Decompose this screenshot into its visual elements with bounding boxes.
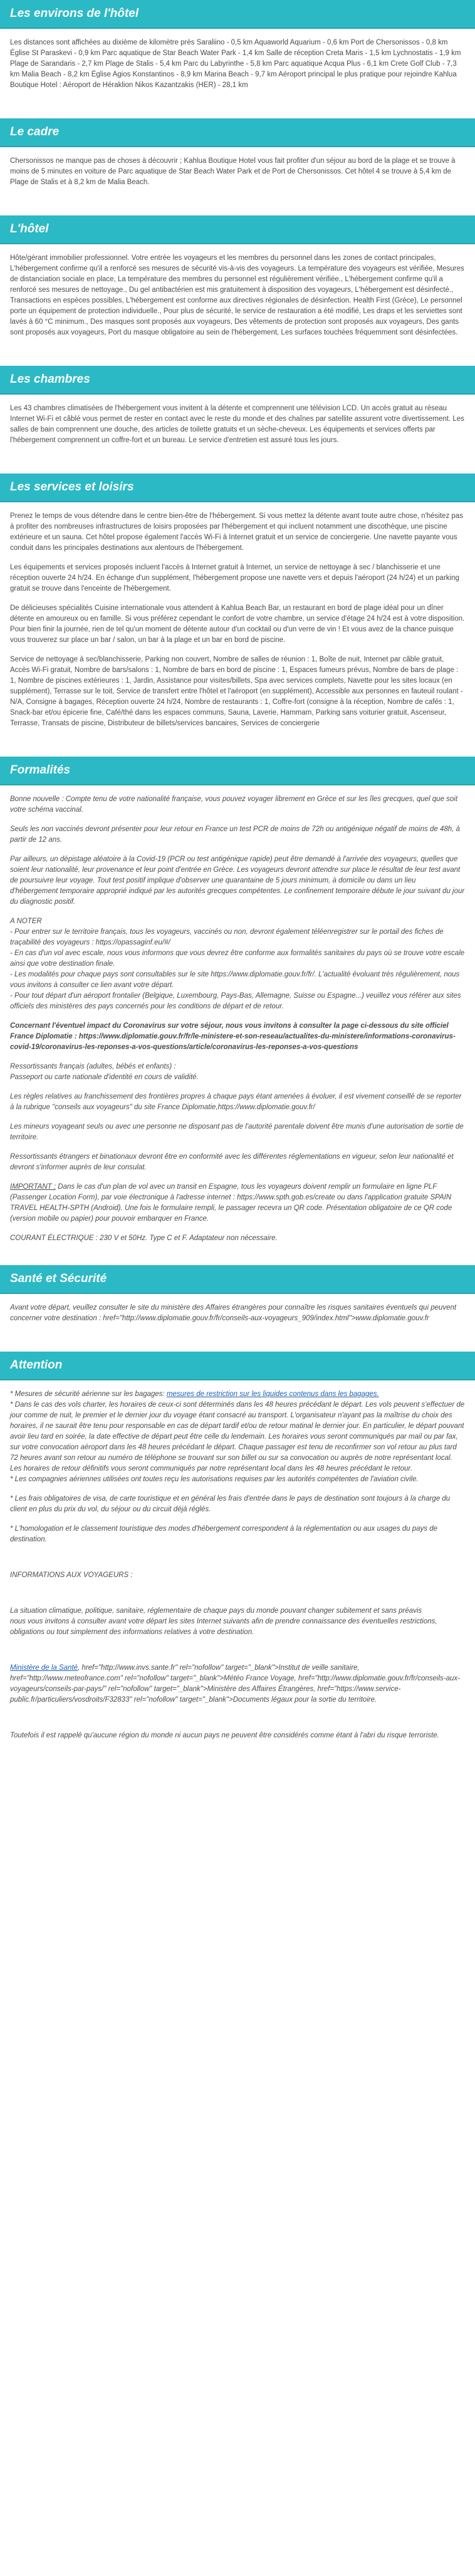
formalites-paragraph: Les mineurs voyageant seuls ou avec une personne ne disposant pas de l'autorité parentale doivent être munis d'une autorisation de sortie de territoire. <box>10 1123 464 1141</box>
environs-text: Les distances sont affichées au dixième de kilomètre près Saraliino - 0,5 km Aquaworld Aquarium - 0,6 km Port de Chersonissos - 0,8 km Église St Paraskevi - 0,9 km Parc aquatique de Star Beach Water Park - 1,4 km Salle de réception Creta Maris - 1,5 km Lychnostatis - 1,9 km Plage de Sarandaris - 2,7 km Plage de Stalis - 5,4 km Parc du Labyrinthe - 5,8 km Parc aquatique Acqua Plus - 6,1 km Crete Golf Club - 7,3 km Malia Beach - 8,2 km Église Agios Konstantinos - 8,9 km Marina Beach - 9,7 km Aéroport principal le plus pratique pour rejoindre Kahlua Boutique Hotel : Aéroport de Héraklion Nikos Kazantzakis (HER) - 28,1 km <box>10 39 461 89</box>
links-text: , href="http://www.invs.sante.fr" rel="nofollow" target="_blank">Institut de veille sanitaire, href="http://www.meteofrance.com" rel="nofollow" target="_blank">Météo France Voyage, href="http://www.diplomatie.gouv.fr/fr/conseils-aux-voyageurs/conseils-par-pays/" rel="nofollow" target="_blank">Ministère des Affaires Étrangères, href="https://www.service-public.fr/particuliers/vosdroits/F32833" rel="nofollow" target="_blank">Documents légaux pour la sortie du territoire. <box>10 1664 460 1704</box>
section-body-environs <box>0 29 475 100</box>
formalites-paragraph: Par ailleurs, un dépistage aléatoire à la Covid-19 (PCR ou test antigénique rapide) peut être demandé à l'arrivée des voyageurs, quelles que soient leur nationalité, leur provenance et leur point d'entrée en Grèce. Les voyageurs devront attendre sur place le résultat de leur test avant de poursuivre leur voyage. Tout test positif implique d'observer une quarantaine de 5 jours minimum, à domicile ou dans un lieu d'hébergement temporaire approprié indiqué par les autorités grecques compétentes. Le confinement temporaire débute le jour suivant du jour du diagnostic positif. <box>10 856 465 906</box>
formalites-paragraph: A NOTER - Pour entrer sur le territoire français, tous les voyageurs, vaccinés ou non, devront également téléenregistrer sur le portail des fiches de traçabilité des voyageurs : https://opassaginf.eu/#/ - En cas d'un vol avec escale, nous vous informons que vous devrez être conforme aux formalités sanitaires du pays où se trouve votre escale ainsi que votre destination finale. - Les modalités pour chaque pays sont consultables sur le site https://www.diplomatie.gouv.fr/fr/. L'actualité évoluant très régulièrement, nous vous invitons à consulter ce lien avant votre départ. - Pour tout départ d'un aéroport frontalier (Belgique, Luxembourg, Pays-Bas, Allemagne, Suisse ou Espagne...) veuillez vous référer aux sites officiels des ministères des pays concernés pour les conditions de départ et de retour. <box>10 918 465 1010</box>
formalites-paragraph: Concernant l'éventuel impact du Coronavirus sur votre séjour, nous vous invitons à consulter la page ci-dessous du site officiel France Diplomatie : https://www.diplomatie.gouv.fr/fr/le-ministere-et-son-reseau/actualites-du-ministere/informations-coronavirus-covid-19/coronavirus-les-reponses-a-vos-questions/article/coronavirus-les-reponses-a-vos-questions <box>10 1022 456 1051</box>
attention-paragraph: * L'homologation et le classement touristique des modes d'hébergement correspondent à la réglementation ou aux usages du pays de destination. <box>10 1525 438 1543</box>
section-chambres <box>0 366 475 455</box>
section-sante <box>0 1265 475 1333</box>
formalites-paragraph <box>10 1182 465 1224</box>
section-body-formalites <box>0 785 475 1253</box>
services-paragraph: Les équipements et services proposés incluent l'accès à Internet gratuit à Internet, un service de nettoyage à sec / blanchisserie et une réception ouverte 24 h/24. En échange d'un supplément, l'hébergement propose une navette vers et depuis l'aéroport (24 h/24) et un parking gratuit se trouve dans l'enceinte de l'hébergement. <box>10 564 459 592</box>
section-title-formalites: Formalités <box>0 757 475 785</box>
section-hotel <box>0 215 475 347</box>
section-body-chambres <box>0 395 475 455</box>
section-formalites <box>0 757 475 1253</box>
services-paragraph: Prenez le temps de vous détendre dans le centre bien-être de l'hébergement. Si vous mettez la détente avant toute autre chose, n'hésitez pas à profiter des nombreuses infrastructures de loisirs proposées par l'hébergement et qui incluent notamment une discothèque, une piscine extérieure et un sauna. Cet hôtel propose également l'accès Wi-Fi à Internet gratuit et un service de conciergerie. Une navette payante vous conduit dans les principales destinations aux alentours de l'hébergement. <box>10 512 463 552</box>
attention-paragraph: Toutefois il est rappelé qu'aucune région du monde ni aucun pays ne peuvent être considérés comme étant à l'abri du risque terroriste. <box>10 1732 439 1739</box>
section-title-environs: Les environs de l'hôtel <box>0 0 475 29</box>
section-body-cadre <box>0 147 475 197</box>
attention-paragraph <box>10 1663 465 1705</box>
formalites-paragraph: COURANT ÉLECTRIQUE : 230 V et 50Hz. Type C et F. Adaptateur non nécessaire. <box>10 1234 278 1242</box>
cadre-text: Chersonissos ne manque pas de choses à découvrir ; Kahlua Boutique Hotel vous fait profiter d'un séjour au bord de la plage et se trouve à moins de 5 minutes en voiture de Parc aquatique de Star Beach Water Park et de Port de Chersonissos. Cet hôtel 4 se trouve à 5,4 km de Plage de Stalis et à 8,2 km de Malia Beach. <box>10 157 456 186</box>
liquids-restriction-link[interactable]: mesures de restriction sur les liquides contenus dans les bagages. <box>166 1390 379 1398</box>
formalites-paragraph: Ressortissants étrangers et binationaux devront être en conformité avec les différentes réglementations en vigueur, selon leur nationalité et devront s'informer auprès de leur consulat. <box>10 1153 454 1171</box>
important-label: IMPORTANT : <box>10 1183 56 1191</box>
section-environs <box>0 0 475 100</box>
hotel-text: Hôte/gérant immobilier professionnel. Votre entrée les voyageurs et les membres du personnel dans les zones de contact principales, L'hébergement confirme qu'il a renforcé ses mesures de sécurité vis-à-vis des voyageurs. La température des voyageurs est vérifiée, Mesures de distanciation sociale en place, La température des membres du personnel est régulièrement vérifiée., L'hébergement confirme qu'il a renforcé ses mesures de nettoyage., Du gel antibactérien est mis gratuitement à disposition des voyageurs, L'hébergement est désinfecté., Transactions en espèces possibles, L'hébergement est conforme aux directives régionales de désinfection. Health First (Grèce), Le personnel porte un équipement de protection individuelle., Pour plus de sécurité, le service de restauration a été modifié, Les draps et les serviettes sont lavés à 60 °C minimum., Des masques sont proposés aux voyageurs, Des vêtements de protection sont proposés aux voyageurs, Des gants sont proposés aux voyageurs, Port du masque obligatoire au sein de l'hébergement, Les surfaces touchées fréquemment sont désinfectées. <box>10 254 464 336</box>
section-services <box>0 473 475 738</box>
section-title-hotel: L'hôtel <box>0 215 475 244</box>
section-title-cadre: Le cadre <box>0 118 475 147</box>
attention-paragraph: * Les frais obligatoires de visa, de carte touristique et en général les frais d'entrée dans le pays de destination sont toujours à la charge du client en plus du prix du vol, du séjour ou du circuit déjà réglés. <box>10 1495 451 1513</box>
formalites-paragraph: Seuls les non vaccinés devront présenter pour leur retour en France un test PCR de moins de 72h ou antigénique négatif de moins de 48h, à partir de 12 ans. <box>10 825 460 844</box>
important-text: Dans le cas d'un plan de vol avec un transit en Espagne, tous les voyageurs doivent remplir un formulaire en ligne PLF (Passenger Location Form), par voie électronique à l'adresse internet : https://www.spth.gob.es/create ou dans l'application gratuite SPAIN TRAVEL HEALTH-SPTH (Android). Une fois le formulaire rempli, le passager recevra un QR code. Présentation obligatoire de ce QR code (version mobile ou papier) pour pouvoir embarquer en France. <box>10 1183 452 1223</box>
section-title-sante: Santé et Sécurité <box>0 1265 475 1294</box>
section-body-hotel <box>0 244 475 347</box>
ministere-sante-link[interactable]: Ministère de la Santé <box>10 1664 78 1672</box>
attention-prefix: * Mesures de sécurité aérienne sur les bagages: <box>10 1390 167 1398</box>
sante-text: Avant votre départ, veuillez consulter le site du ministère des Affaires étrangères pour connaître les risques sanitaires éventuels qui peuvent concerner votre destination : href="http://www.diplomatie.gouv.fr/fr/conseils-aux-voyageurs_909/index.html">www.diplomatie.gouv.fr <box>10 1304 457 1322</box>
chambres-text: Les 43 chambres climatisées de l'hébergement vous invitent à la détente et comprennent une télévision LCD. Un accès gratuit au réseau Internet Wi-Fi et câblé vous permet de rester en contact avec le reste du monde et des chaînes par satellite assurent votre divertissement. Les salles de bain comprennent une douche, des articles de toilette gratuits et un sèche-cheveux. Les équipements et services offerts par l'hébergement comprennent un coffre-fort et un bureau. Le service d'entretien est assuré tous les jours. <box>10 405 464 444</box>
attention-rest: * Dans le cas des vols charter, les horaires de ceux-ci sont déterminés dans les 48 heures précédant le départ. Les vols peuvent s'effectuer de jour comme de nuit, le premier et le dernier jour du voyage étant consacré au transport. L'organisateur n'ayant pas la maîtrise du choix des horaires, il ne saurait être tenu pour responsable en cas de départ tardif et/ou de retour matinal le dernier jour. En particulier, le départ pouvant avoir lieu tard en soirée, la date effective de départ peut être celle du lendemain. Les horaires vous seront communiqués par mail ou par fax, sur votre convocation aéroport dans les 48 heures précédant le départ. Chaque passager est tenu de reconfirmer son vol retour au plus tard 72 heures avant son retour au numéro de téléphone se trouvant sur son billet ou sur sa convocation ou auprès de notre représentant local. Les horaires de retour définitifs vous seront communiqués par notre représentant local dans les 48 heures précédant le retour. * Les compagnies aériennes utilisées ont toutes reçu les autorisations requises par les autorités compétentes de l'aviation civile. <box>10 1401 465 1483</box>
section-title-services: Les services et loisirs <box>0 473 475 502</box>
formalites-paragraph: Ressortissants français (adultes, bébés et enfants) : Passeport ou carte nationale d'identité en cours de validité. <box>10 1063 199 1081</box>
services-paragraph: Service de nettoyage à sec/blanchisserie, Parking non couvert, Nombre de salles de réunion : 1, Boîte de nuit, Internet par câble gratuit, Accès Wi-Fi gratuit, Nombre de bars/salons : 1, Nombre de bars en bord de piscine : 1, Espaces fumeurs prévus, Nombre de bars de plage : 1, Nombre de piscines extérieures : 1, Jardin, Assistance pour visites/billets, Spa avec services complets, Navette pour les sites locaux (en supplément), Terrasse sur le toit, Service de transfert entre l'hôtel et l'aéroport (en supplément), Accessible aux personnes en fauteuil roulant - N/A, Consigne à bagages, Réception ouverte 24 h/24, Nombre de restaurants : 1, Coffre-fort (consigne à la réception, Nombre de cafés : 1, Snack-bar et/ou épicerie fine, Café/thé dans les espaces communs, Sauna, Laverie, Hammam, Parking sans voiturier gratuit, Ascenseur, Terrasse, Transats de piscine, Distributeur de billets/services bancaires, Services de conciergerie <box>10 656 463 727</box>
attention-paragraph: INFORMATIONS AUX VOYAGEURS : <box>10 1571 133 1579</box>
section-body-sante <box>0 1294 475 1333</box>
section-title-chambres: Les chambres <box>0 366 475 395</box>
section-title-attention: Attention <box>0 1352 475 1380</box>
formalites-paragraph: Les règles relatives au franchissement des frontières propres à chaque pays étant amenées à évoluer, il est vivement conseillé de se reporter à la rubrique "conseils aux voyageurs" du site France Diplomatie,https://www.diplomatie.gouv.fr/ <box>10 1093 462 1111</box>
section-cadre <box>0 118 475 197</box>
formalites-paragraph: Bonne nouvelle : Compte tenu de votre nationalité française, vous pouvez voyager librement en Grèce et sur les îles grecques, quel que soit votre schéma vaccinal. <box>10 795 458 814</box>
attention-paragraph <box>10 1389 465 1485</box>
attention-paragraph: La situation climatique, politique, sanitaire, réglementaire de chaque pays du monde pouvant changer subitement et sans préavis nous vous invitons à consulter avant votre départ les sites Internet suivants afin de prendre connaissance des éventuelles restrictions, obligations ou tout simplement des informations relatives à votre destination. <box>10 1607 437 1636</box>
section-body-services <box>0 502 475 738</box>
section-attention <box>0 1352 475 1750</box>
services-paragraph: De délicieuses spécialités Cuisine internationale vous attendent à Kahlua Beach Bar, un restaurant en bord de plage idéal pour un dîner détente en amoureux ou en famille. Si vous préférez cependant le confort de votre chambre, un service d'étage 24 h/24 est à votre disposition. Pour bien finir la journée, rien de tel qu'un moment de détente autour d'un cocktail ou d'un verre de vin ! Et vous avez de la chance puisque vous trouverez sur place un bar / salon, un bar à la plage et un bar en bord de piscine. <box>10 604 465 644</box>
section-body-attention <box>0 1380 475 1750</box>
